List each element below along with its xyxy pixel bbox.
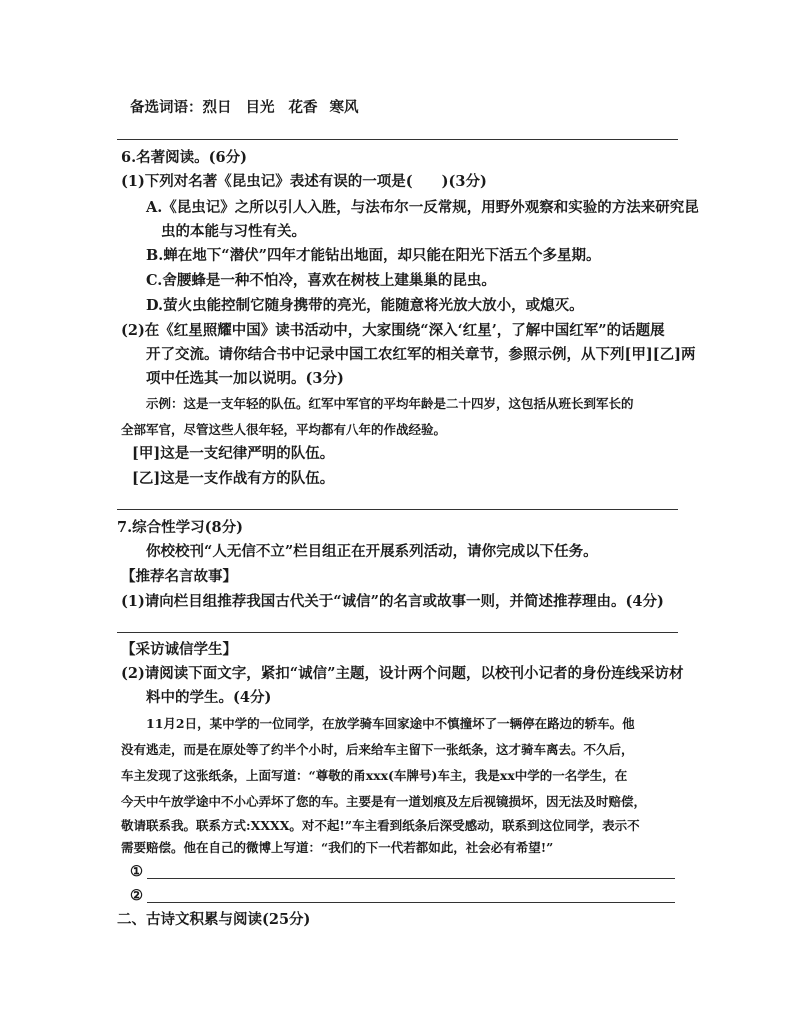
example-line1: 示例：这是一支年轻的队伍。红军中军官的平均年龄是二十四岁，这包括从班长到军长的 — [146, 396, 634, 411]
divider — [117, 632, 678, 633]
section-interview-q-line2: 料中的学生。(4分) — [146, 689, 272, 706]
example-line2: 全部军官，尽管这些人很年轻，平均都有八年的作战经验。 — [121, 422, 447, 437]
section-interview-q-line1: (2)请阅读下面文字，紧扣“诚信”主题，设计两个问题，以校刊小记者的身份连线采访材 — [121, 665, 684, 682]
candidate-word: 烈日 — [202, 99, 232, 116]
section-2-title: 二、古诗文积累与阅读(25分) — [117, 911, 311, 928]
option-b: B.蝉在地下“潜伏”四年才能钻出地面，却只能在阳光下活五个多星期。 — [146, 247, 601, 264]
candidate-words — [130, 98, 359, 118]
candidate-word: 花香 — [288, 99, 318, 116]
option-a-line1: A.《昆虫记》之所以引人入胜，与法布尔一反常规，用野外观察和实验的方法来研究昆 — [146, 199, 699, 216]
q6-part2-line2: 开了交流。请你结合书中记录中国工农红军的相关章节，参照示例，从下列[甲][乙]两 — [146, 346, 696, 363]
candidate-word: 目光 — [245, 99, 275, 116]
passage-line: 11月2日，某中学的一位同学，在放学骑车回家途中不慎撞坏了一辆停在路边的轿车。他 — [146, 716, 635, 731]
q6-title: 6.名著阅读。(6分) — [121, 149, 247, 166]
section-interview-title: 【采访诚信学生】 — [121, 641, 237, 658]
option-jia: [甲]这是一支纪律严明的队伍。 — [132, 445, 335, 462]
divider — [117, 509, 678, 510]
q6-part2-line3: 项中任选其一加以说明。(3分) — [146, 370, 344, 387]
option-c: C.舍腰蜂是一种不怕冷，喜欢在树枝上建巢巢的昆虫。 — [146, 272, 496, 289]
passage-line: 今天中午放学途中不小心弄坏了您的车。主要是有一道划痕及左后视镜损坏，因无法及时赔偿， — [121, 794, 647, 809]
passage-line: 没有逃走，而是在原处等了约半个小时，后来给车主留下一张纸条，这才骑车离去。不久后， — [121, 742, 634, 757]
passage-line: 车主发现了这张纸条，上面写道：“尊敬的甬xxx(车牌号)车主，我是xx中学的一名学生，在 — [121, 768, 628, 783]
answer-blank-2-line[interactable] — [147, 902, 675, 903]
section-recommend-question: (1)请向栏目组推荐我国古代关于“诚信”的名言或故事一则，并简述推荐理由。(4分) — [121, 593, 664, 610]
answer-blank-1-line[interactable] — [147, 878, 675, 879]
option-a-line2: 虫的本能与习性有关。 — [161, 223, 306, 240]
passage-line: 需要赔偿。他在自己的微博上写道：“我们的下一代若都如此，社会必有希望!” — [121, 840, 554, 855]
option-d: D.萤火虫能控制它随身携带的亮光，能随意将光放大放小，或熄灭。 — [146, 297, 584, 314]
divider — [117, 139, 678, 140]
passage-line: 敬请联系我。联系方式:XXXX。对不起!”车主看到纸条后深受感动，联系到这位同学，表示不 — [121, 818, 640, 833]
q6-part1-stem: (1)下列对名著《昆虫记》表述有误的一项是( )(3分) — [121, 173, 487, 190]
q7-title: 7.综合性学习(8分) — [117, 519, 243, 536]
candidate-words-label: 备选词语： — [130, 99, 203, 116]
option-yi: [乙]这是一支作战有方的队伍。 — [132, 470, 335, 487]
answer-blank-1-number: ① — [130, 863, 143, 880]
answer-blank-2-number: ② — [130, 887, 143, 904]
q6-part2-line1: (2)在《红星照耀中国》读书活动中，大家围绕“深入‘红星’，了解中国红军”的话题展 — [121, 322, 665, 339]
q7-intro: 你校校刊“人无信不立”栏目组正在开展系列活动，请你完成以下任务。 — [146, 543, 598, 560]
section-recommend-title: 【推荐名言故事】 — [121, 568, 237, 585]
candidate-word: 寒风 — [329, 99, 359, 116]
